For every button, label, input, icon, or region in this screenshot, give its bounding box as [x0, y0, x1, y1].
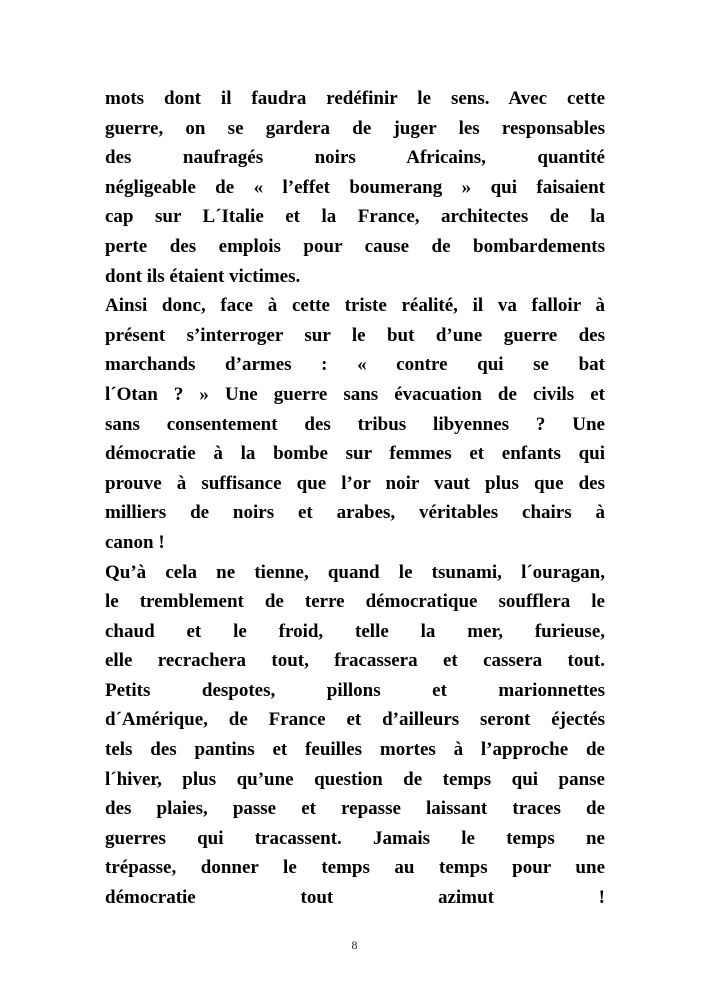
text-line: marchands d’armes : « contre qui se bat [105, 354, 605, 376]
text-line: mots dont il faudra redéfinir le sens. Avec cette [105, 88, 605, 109]
text-line: canon ! [105, 531, 165, 553]
text-line: chaud et le froid, telle la mer, furieuse, [105, 620, 605, 642]
paragraph [105, 84, 605, 291]
text-line: Qu’à cela ne tienne, quand le tsunami, l´ouragan, [105, 561, 605, 583]
text-line: d´Amérique, de France et d’ailleurs seront éjectés [105, 709, 605, 731]
text-line: Petits despotes, pillons et marionnettes [105, 679, 605, 701]
text-line: milliers de noirs et arabes, véritables chairs à [105, 502, 605, 524]
text-line: présent s’interroger sur le but d’une guerre des [105, 324, 605, 346]
text-line: négligeable de « l’effet boumerang » qui faisaient [105, 176, 605, 198]
text-line: dont ils étaient victimes. [105, 265, 301, 287]
text-line: le tremblement de terre démocratique soufflera le [105, 591, 605, 613]
text-block [105, 84, 605, 913]
text-line: perte des emplois pour cause de bombardements [105, 235, 605, 257]
page-number: 8 [351, 938, 358, 952]
text-line: démocratie tout azimut ! [105, 887, 605, 909]
text-line: elle recrachera tout, fracassera et cassera tout. [105, 650, 605, 672]
text-line: sans consentement des tribus libyennes ? Une [105, 413, 605, 435]
text-line: guerre, on se gardera de juger les responsables [105, 117, 605, 139]
text-line: l´hiver, plus qu’une question de temps qui panse [105, 768, 605, 790]
text-line: cap sur L´Italie et la France, architectes de la [105, 206, 605, 228]
text-line: des plaies, passe et repasse laissant traces de [105, 798, 605, 820]
text-line: Ainsi donc, face à cette triste réalité, il va falloir à [105, 295, 605, 317]
paragraph [105, 291, 605, 557]
text-line: l´Otan ? » Une guerre sans évacuation de civils et [105, 383, 605, 405]
text-line: tels des pantins et feuilles mortes à l’approche de [105, 739, 605, 761]
text-line: démocratie à la bombe sur femmes et enfants qui [105, 443, 605, 465]
paragraph [105, 558, 605, 913]
text-line: trépasse, donner le temps au temps pour une [105, 857, 605, 879]
text-line: des naufragés noirs Africains, quantité [105, 147, 605, 169]
text-line: prouve à suffisance que l’or noir vaut plus que des [105, 472, 605, 494]
text-line: guerres qui tracassent. Jamais le temps ne [105, 827, 605, 849]
